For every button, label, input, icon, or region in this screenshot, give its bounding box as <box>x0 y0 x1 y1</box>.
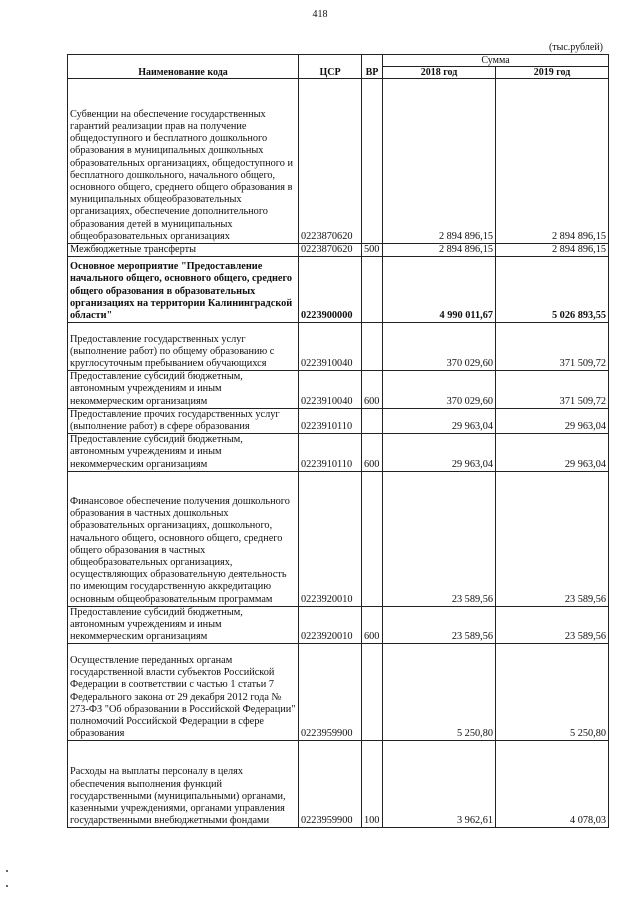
row-csr: 0223910040 <box>299 371 362 409</box>
row-name: Предоставление субсидий бюджетным, автономным учреждениям и иным некоммерческим организациям <box>68 606 299 644</box>
row-csr: 0223910110 <box>299 434 362 472</box>
row-name: Финансовое обеспечение получения дошкольного образования в частных дошкольных образовательных организациях, дошкольного, начального общего, основного общего, среднего общего образования в частных общеобразовательных организациях, осуществляющих образовательную деятельность по имеющим государственную аккредитацию основным общеобразовательным программам <box>68 471 299 606</box>
row-sum-2018: 23 589,56 <box>383 606 496 644</box>
row-sum-2019: 29 963,04 <box>496 408 609 433</box>
row-name: Субвенции на обеспечение государственных гарантий реализации прав на получение общедоступного и бесплатного дошкольного образования в муниципальных дошкольных образовательных организациях, общедоступного и бесплатного дошкольного, начального общего, основного общего, среднего общего образования в муниципальных общеобразовательных организациях, обеспечение дополнительного образования детей в муниципальных общеобразовательных организациях <box>68 79 299 244</box>
row-name: Предоставление субсидий бюджетным, автономным учреждениям и иным некоммерческим организациям <box>68 434 299 472</box>
row-name: Основное мероприятие "Предоставление начального общего, основного общего, среднего общего образования в образовательных организациях на территории Калининградской области" <box>68 257 299 323</box>
row-sum-2018: 370 029,60 <box>383 371 496 409</box>
row-sum-2019: 371 509,72 <box>496 371 609 409</box>
row-sum-2019: 2 894 896,15 <box>496 79 609 244</box>
row-sum-2019: 371 509,72 <box>496 323 609 371</box>
row-vr <box>362 644 383 741</box>
row-sum-2019: 5 026 893,55 <box>496 257 609 323</box>
page-number: 418 <box>312 9 328 20</box>
row-vr <box>362 471 383 606</box>
row-vr <box>362 79 383 244</box>
row-vr: 600 <box>362 606 383 644</box>
row-name: Предоставление субсидий бюджетным, автономным учреждениям и иным некоммерческим организациям <box>68 371 299 409</box>
table-row <box>68 323 609 371</box>
row-vr <box>362 408 383 433</box>
header-sum: Сумма <box>383 55 609 67</box>
row-name: Предоставление прочих государственных услуг (выполнение работ) в сфере образования <box>68 408 299 433</box>
row-sum-2018: 4 990 011,67 <box>383 257 496 323</box>
header-name: Наименование кода <box>68 55 299 79</box>
row-sum-2018: 23 589,56 <box>383 471 496 606</box>
row-vr: 100 <box>362 741 383 828</box>
row-csr: 0223920010 <box>299 606 362 644</box>
table-row <box>68 741 609 828</box>
table-row <box>68 408 609 433</box>
row-sum-2018: 370 029,60 <box>383 323 496 371</box>
table-row <box>68 471 609 606</box>
row-name: Предоставление государственных услуг (выполнение работ) по общему образованию с круглосуточным пребыванием обучающихся <box>68 323 299 371</box>
row-sum-2018: 2 894 896,15 <box>383 244 496 257</box>
row-csr: 0223870620 <box>299 79 362 244</box>
row-name: Межбюджетные трансферты <box>68 244 299 257</box>
row-sum-2019: 2 894 896,15 <box>496 244 609 257</box>
row-sum-2019: 29 963,04 <box>496 434 609 472</box>
row-sum-2019: 23 589,56 <box>496 471 609 606</box>
row-sum-2018: 2 894 896,15 <box>383 79 496 244</box>
row-name: Расходы на выплаты персоналу в целях обеспечения выполнения функций государственными (муниципальными) органами, казенными учреждениями, органами управления государственными внебюджетными фондами <box>68 741 299 828</box>
scan-speck <box>6 870 8 872</box>
row-vr <box>362 323 383 371</box>
header-csr: ЦСР <box>299 55 362 79</box>
row-csr: 0223910110 <box>299 408 362 433</box>
row-sum-2018: 3 962,61 <box>383 741 496 828</box>
table-row <box>68 79 609 244</box>
table-row <box>68 434 609 472</box>
row-vr: 600 <box>362 371 383 409</box>
table-row <box>68 371 609 409</box>
row-vr: 600 <box>362 434 383 472</box>
table-row <box>68 244 609 257</box>
row-sum-2018: 29 963,04 <box>383 408 496 433</box>
row-csr: 0223959900 <box>299 644 362 741</box>
row-vr <box>362 257 383 323</box>
row-name: Осуществление переданных органам государственной власти субъектов Российской Федерации в соответствии с частью 1 статьи 7 Федерального закона от 29 декабря 2012 года № 273-ФЗ "Об образовании в Российской Федерации" полномочий Российской Федерации в сфере образования <box>68 644 299 741</box>
table-row <box>68 606 609 644</box>
row-sum-2019: 23 589,56 <box>496 606 609 644</box>
budget-table <box>67 54 609 828</box>
scan-speck <box>6 885 8 887</box>
row-vr: 500 <box>362 244 383 257</box>
units-label: (тыс.рублей) <box>548 42 603 53</box>
header-vr: ВР <box>362 55 383 79</box>
row-csr: 0223870620 <box>299 244 362 257</box>
row-csr: 0223910040 <box>299 323 362 371</box>
header-year-2019: 2019 год <box>496 67 609 79</box>
row-sum-2018: 5 250,80 <box>383 644 496 741</box>
row-sum-2019: 5 250,80 <box>496 644 609 741</box>
row-sum-2018: 29 963,04 <box>383 434 496 472</box>
row-csr: 0223959900 <box>299 741 362 828</box>
table-row <box>68 644 609 741</box>
header-year-2018: 2018 год <box>383 67 496 79</box>
row-csr: 0223920010 <box>299 471 362 606</box>
table-row <box>68 257 609 323</box>
row-sum-2019: 4 078,03 <box>496 741 609 828</box>
row-csr: 0223900000 <box>299 257 362 323</box>
